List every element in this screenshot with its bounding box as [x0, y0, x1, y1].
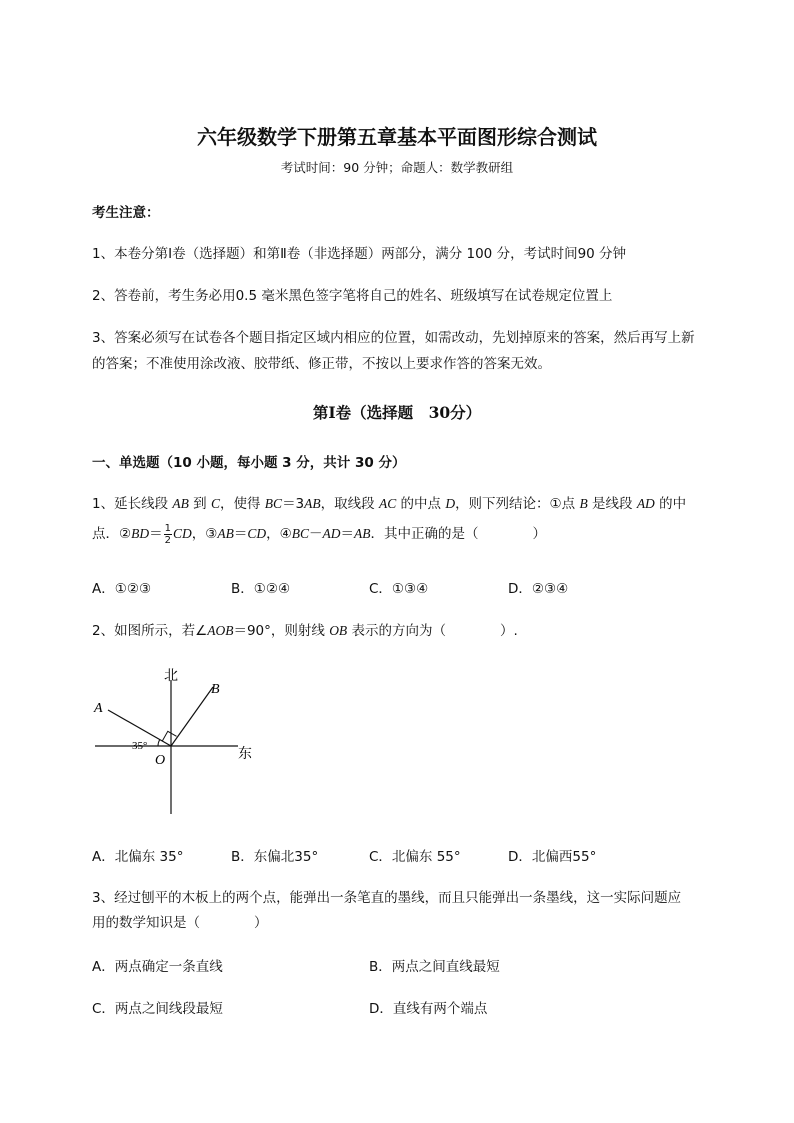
q1-text: 的中: [654, 496, 687, 512]
fraction-denominator: 2: [164, 534, 171, 546]
q1-var: AB: [304, 496, 321, 511]
q1-var: BC: [264, 496, 283, 511]
q2-text: ＝90°，则射线: [233, 623, 330, 639]
q1-var: AC: [378, 496, 397, 511]
q1-text: 点．②: [92, 526, 132, 542]
q2-option-d: D．北偏西55°: [508, 849, 597, 865]
q2-option-a: A．北偏东 35°: [92, 849, 184, 865]
label-east: 东: [238, 747, 252, 762]
q1-var: AB: [172, 496, 189, 511]
q1-text: ，③: [191, 526, 218, 542]
q1-var: B: [579, 496, 588, 511]
q1-text: ＝: [233, 526, 248, 542]
ray-ob: [171, 687, 213, 746]
q1-var: BD: [131, 526, 150, 541]
page-title: 六年级数学下册第五章基本平面图形综合测试: [197, 125, 597, 149]
fraction-one-half: [164, 523, 172, 546]
q1-text: ，使得: [220, 496, 265, 512]
q3-option-b: B．两点之间直线最短: [369, 959, 500, 975]
q1-text: ，则下列结论：①点: [455, 496, 580, 512]
angle-arc: [158, 740, 160, 746]
q1-var: D: [445, 496, 456, 511]
question-1-line-2: [92, 522, 546, 546]
q2-var: AOB: [207, 623, 234, 638]
q3-option-d: D．直线有两个端点: [369, 1001, 488, 1017]
notice-item: 的答案；不准使用涂改液、胶带纸、修正带，不按以上要求作答的答案无效。: [92, 356, 551, 372]
q1-text: ＝: [340, 526, 354, 542]
q1-text: 是线段: [587, 496, 637, 512]
q1-var: AB: [354, 526, 371, 541]
q1-text: ，④: [266, 526, 292, 542]
q1-var: BC: [291, 526, 309, 541]
q1-option-d: D．②③④: [508, 581, 569, 597]
section-title: 第Ⅰ卷（选择题 30分）: [312, 403, 482, 422]
q1-option-b: B．①②④: [231, 581, 291, 597]
q2-text: 表示的方向为（ ）.: [347, 623, 518, 639]
right-angle-mark: [162, 731, 176, 741]
label-north: 北: [164, 669, 178, 684]
question-2-stem: [92, 619, 518, 639]
question-3-line-1: 3、经过刨平的木板上的两个点，能弹出一条笔直的墨线，而且只能弹出一条墨线，这一实际问题应: [92, 890, 682, 906]
label-b: B: [211, 682, 220, 697]
question-3-line-2: 用的数学知识是（ ）: [92, 915, 268, 931]
q1-option-a: A．①②③: [92, 581, 152, 597]
notice-item: 1、本卷分第Ⅰ卷（选择题）和第Ⅱ卷（非选择题）两部分，满分 100 分，考试时间90 分钟: [92, 246, 627, 262]
q3-option-c: C．两点之间线段最短: [92, 1001, 223, 1017]
q1-text: ．其中正确的是（ ）: [370, 526, 546, 542]
q1-var: AD: [322, 526, 341, 541]
label-a: A: [94, 701, 103, 716]
direction-diagram: [88, 660, 268, 820]
exam-subtitle: 考试时间：90 分钟；命题人：数学教研组: [280, 160, 514, 175]
notice-item: 3、答案必须写在试卷各个题目指定区域内相应的位置，如需改动，先划掉原来的答案，然后再写上新: [92, 330, 695, 346]
notice-item: 2、答卷前，考生务必用0.5 毫米黑色签字笔将自己的姓名、班级填写在试卷规定位置上: [92, 288, 613, 304]
q1-option-c: C．①③④: [369, 581, 429, 597]
part-heading: 一、单选题（10 小题，每小题 3 分，共计 30 分）: [92, 455, 406, 471]
q1-text: ＝3: [282, 496, 305, 512]
q1-var: AD: [636, 496, 655, 511]
q2-option-c: C．北偏东 55°: [369, 849, 461, 865]
question-1-line-1: [92, 492, 686, 512]
q1-var: C: [210, 496, 220, 511]
q1-var: AB: [217, 526, 234, 541]
q2-text: 2、如图所示，若∠: [92, 623, 208, 639]
label-o: O: [155, 753, 166, 768]
q1-var: CD: [247, 526, 267, 541]
q1-text: ，取线段: [320, 496, 379, 512]
q2-var: OB: [329, 623, 348, 638]
notice-heading: 考生注意：: [92, 205, 160, 221]
q1-text: 到: [188, 496, 211, 512]
q1-var: CD: [172, 526, 192, 541]
fraction-numerator: 1: [164, 522, 171, 534]
q1-text: －: [309, 526, 323, 542]
q1-text: 的中点: [396, 496, 446, 512]
q1-text: 1、延长线段: [92, 496, 173, 512]
q1-text: ＝: [149, 526, 163, 542]
q3-option-a: A．两点确定一条直线: [92, 959, 223, 975]
angle-label: 35°: [132, 740, 148, 752]
q2-option-b: B．东偏北35°: [231, 849, 319, 865]
